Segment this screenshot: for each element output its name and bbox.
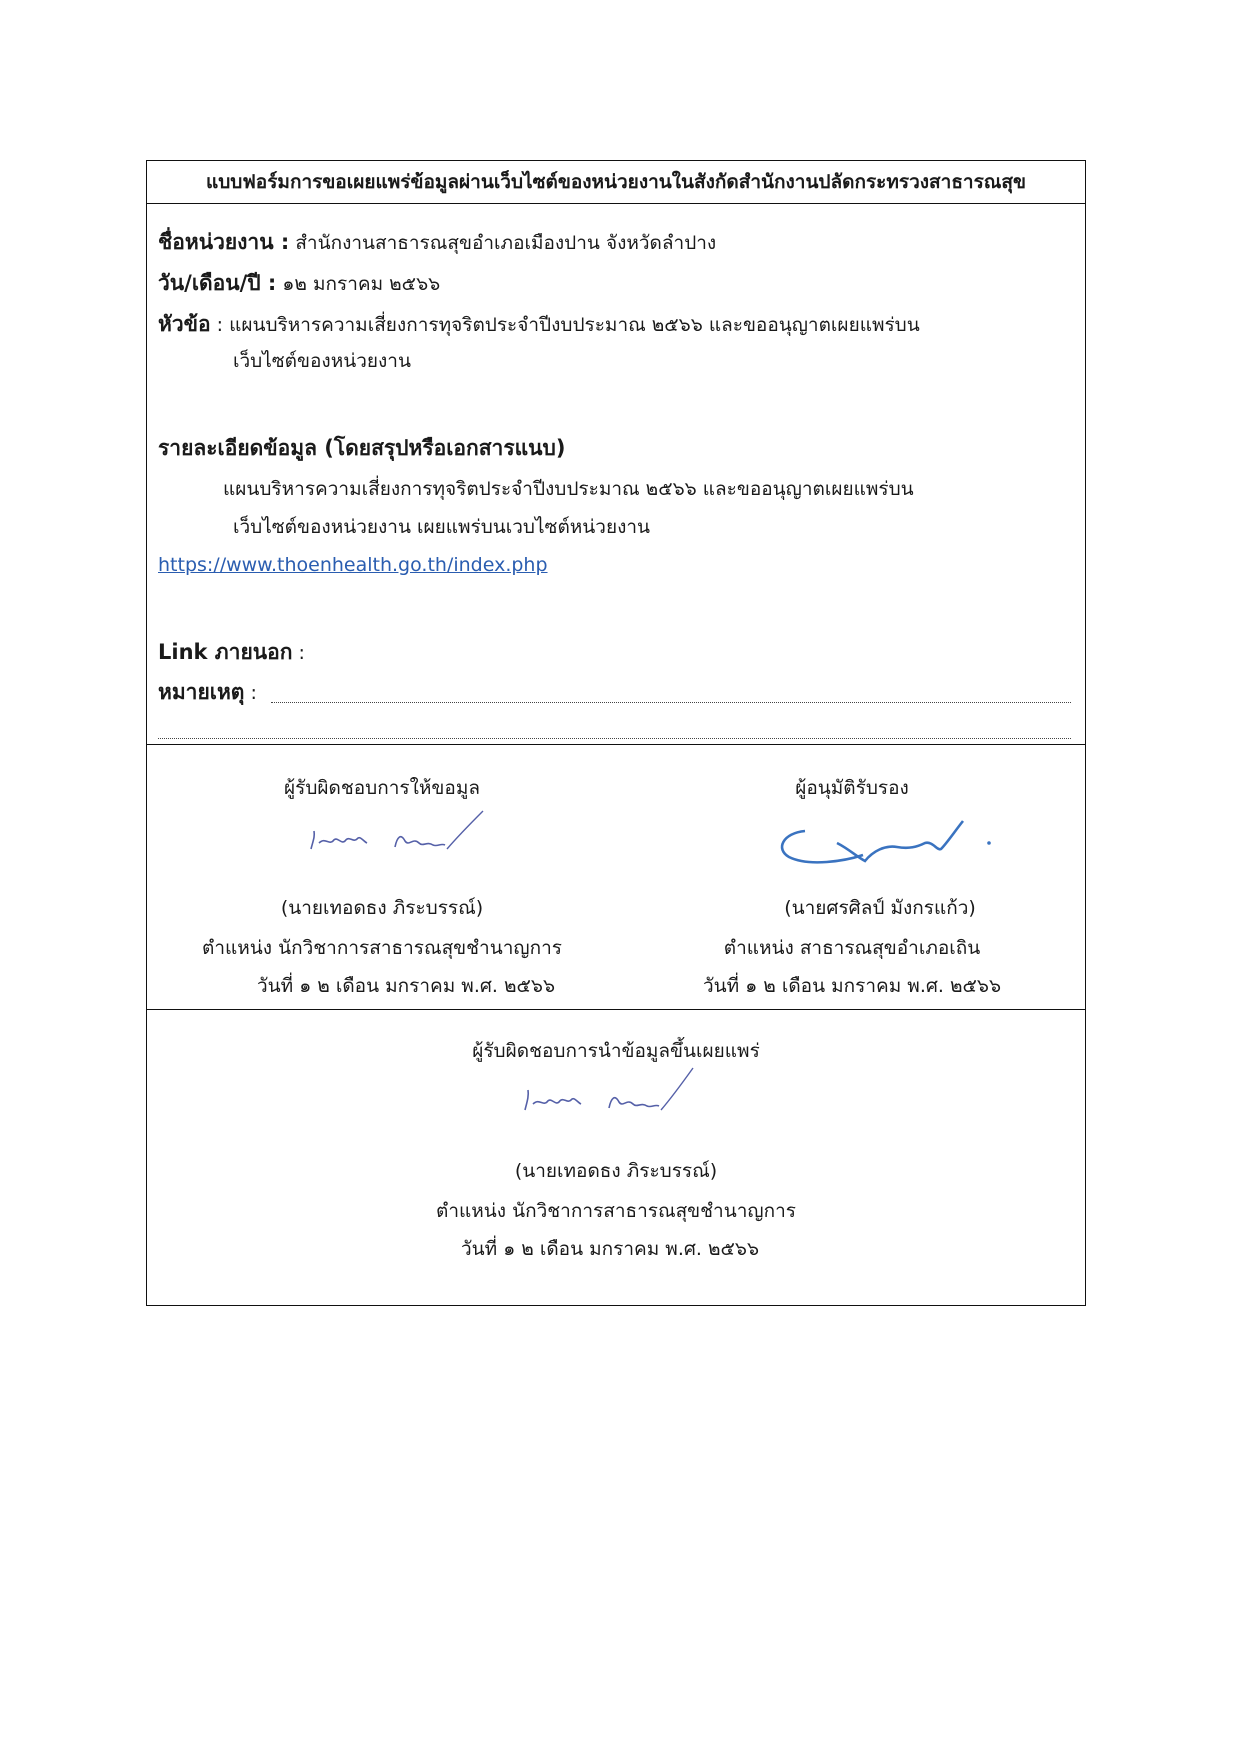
details-line2: เว็บไซต์ของหน่วยงาน เผยแพร่บนเวบไซต์หน่วยงาน — [233, 516, 651, 538]
approver-date: วันที่ ๑ ๒ เดือน มกราคม พ.ศ. ๒๕๖๖ — [702, 975, 1002, 997]
approver-position: ตำแหน่ง สาธารณสุขอำเภอเถิน — [723, 937, 981, 959]
provider-role: ผู้รับผิดชอบการให้ขอมูล — [284, 777, 480, 799]
approver-block — [617, 745, 1087, 1009]
remark-dotted-line-2 — [158, 738, 1071, 739]
unit-label: ชื่อหน่วยงาน : — [158, 230, 290, 254]
date-value: ๑๒ มกราคม ๒๕๖๖ — [282, 273, 441, 295]
remark-label: หมายเหตุ — [158, 680, 245, 704]
remark-line — [158, 676, 257, 709]
remark-colon: : — [250, 682, 257, 704]
subject-value-line2: เว็บไซต์ของหน่วยงาน — [233, 350, 411, 372]
publisher-role: ผู้รับผิดชอบการนำข้อมูลขึ้นเผยแพร่ — [472, 1040, 760, 1062]
signature-row — [147, 745, 1085, 1010]
info-section — [147, 204, 1085, 745]
approver-name: (นายศรศิลป์ มังกรแก้ว) — [784, 897, 976, 919]
unit-value: สำนักงานสาธารณสุขอำเภอเมืองปาน จังหวัดลำปาง — [295, 232, 717, 254]
subject-line — [158, 308, 920, 341]
subject-value-line1: : แผนบริหารความเสี่ยงการทุจริตประจำปีงบประมาณ ๒๕๖๖ และขออนุญาตเผยแพร่บน — [216, 314, 920, 336]
unit-line — [158, 226, 716, 259]
approver-role: ผู้อนุมัติรับรอง — [795, 777, 909, 799]
provider-date: วันที่ ๑ ๒ เดือน มกราคม พ.ศ. ๒๕๖๖ — [256, 975, 556, 997]
remark-dotted-line-1 — [271, 702, 1071, 703]
provider-block — [147, 745, 617, 1009]
provider-name: (นายเทอดธง ภิระบรรณ์) — [280, 897, 484, 919]
date-label: วัน/เดือน/ปี : — [158, 271, 277, 295]
external-link-label: Link ภายนอก — [158, 640, 293, 664]
publication-request-form — [146, 160, 1086, 1306]
provider-position: ตำแหน่ง นักวิชาการสาธารณสุขชำนาญการ — [202, 937, 562, 959]
publisher-block — [147, 1010, 1085, 1306]
publisher-position: ตำแหน่ง นักวิชาการสาธารณสุขชำนาญการ — [436, 1200, 796, 1222]
publisher-name: (นายเทอดธง ภิระบรรณ์) — [514, 1160, 718, 1182]
details-line1: แผนบริหารความเสี่ยงการทุจริตประจำปีงบประมาณ ๒๕๖๖ และขออนุญาตเผยแพร่บน — [223, 478, 914, 500]
form-title: แบบฟอร์มการขอเผยแพร่ข้อมูลผ่านเว็บไซต์ของหน่วยงานในสังกัดสำนักงานปลัดกระทรวงสาธารณสุข — [147, 161, 1085, 204]
approver-signature-icon — [765, 803, 1005, 883]
subject-label: หัวข้อ — [158, 312, 211, 336]
date-line — [158, 267, 440, 300]
external-link-colon: : — [298, 642, 305, 664]
publisher-signature-icon — [511, 1064, 711, 1126]
details-url-link[interactable]: https://www.thoenhealth.go.th/index.php — [158, 554, 548, 576]
publisher-date: วันที่ ๑ ๒ เดือน มกราคม พ.ศ. ๒๕๖๖ — [460, 1238, 760, 1260]
provider-signature-icon — [297, 807, 497, 869]
external-link-line — [158, 636, 305, 669]
details-heading: รายละเอียดข้อมูล (โดยสรุปหรือเอกสารแนบ) — [158, 436, 566, 460]
